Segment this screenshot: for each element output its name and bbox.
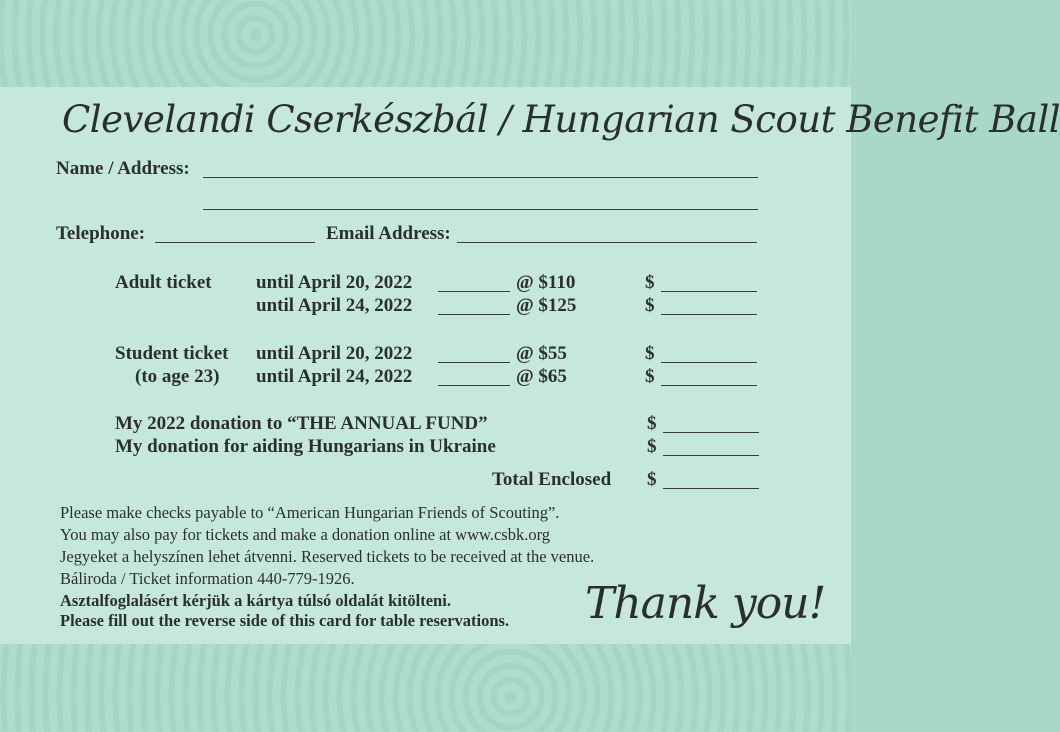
name-address-field[interactable]: [203, 177, 758, 178]
total-amount-field[interactable]: [663, 488, 759, 489]
note-table-reservation-en: Please fill out the reverse side of this card for table reservations.: [60, 611, 510, 630]
student-age-note: (to age 23): [135, 366, 220, 387]
adult-qty-1-field[interactable]: [438, 291, 510, 292]
dollar-sign: $: [647, 469, 657, 490]
adult-price-1: @ $110: [516, 272, 576, 293]
annual-fund-donation-label: My 2022 donation to “THE ANNUAL FUND”: [115, 413, 488, 434]
student-ticket-label: Student ticket: [115, 343, 229, 364]
annual-fund-amount-field[interactable]: [663, 432, 759, 433]
student-qty-2-field[interactable]: [438, 385, 510, 386]
name-address-label: Name / Address:: [56, 158, 190, 179]
decorative-band-top: [0, 0, 851, 87]
thank-you-text: Thank you!: [585, 578, 826, 629]
adult-amount-1-field[interactable]: [661, 291, 757, 292]
dollar-sign: $: [647, 436, 657, 457]
student-date-2: until April 24, 2022: [256, 366, 413, 387]
note-table-reservation-hu: Asztalfoglalásért kérjük a kártya túlsó oldalát kitölteni.: [60, 591, 451, 610]
dollar-sign: $: [645, 343, 655, 364]
student-amount-2-field[interactable]: [661, 385, 757, 386]
student-price-1: @ $55: [516, 343, 567, 364]
dollar-sign: $: [645, 272, 655, 293]
note-pay-online: You may also pay for tickets and make a donation online at www.csbk.org: [60, 525, 551, 544]
address-field-line2[interactable]: [203, 209, 758, 210]
ukraine-donation-label: My donation for aiding Hungarians in Ukraine: [115, 436, 496, 457]
adult-price-2: @ $125: [516, 295, 577, 316]
telephone-field[interactable]: [155, 242, 315, 243]
dollar-sign: $: [645, 295, 655, 316]
decorative-band-bottom: [0, 644, 851, 732]
adult-date-2: until April 24, 2022: [256, 295, 413, 316]
email-field[interactable]: [457, 242, 757, 243]
ukraine-amount-field[interactable]: [663, 455, 759, 456]
dollar-sign: $: [645, 366, 655, 387]
student-price-2: @ $65: [516, 366, 567, 387]
adult-qty-2-field[interactable]: [438, 314, 510, 315]
adult-ticket-label: Adult ticket: [115, 272, 212, 293]
telephone-label: Telephone:: [56, 223, 146, 244]
student-qty-1-field[interactable]: [438, 362, 510, 363]
student-amount-1-field[interactable]: [661, 362, 757, 363]
note-checks-payable: Please make checks payable to “American Hungarian Friends of Scouting”.: [60, 503, 560, 522]
dollar-sign: $: [647, 413, 657, 434]
note-tickets-at-venue: Jegyeket a helyszínen lehet átvenni. Reserved tickets to be received at the venue.: [60, 547, 595, 566]
total-enclosed-label: Total Enclosed: [492, 469, 612, 490]
card-title: Clevelandi Cserkészbál / Hungarian Scout Benefit Ball: [62, 98, 1060, 141]
email-label: Email Address:: [326, 223, 451, 244]
note-ticket-info: Báliroda / Ticket information 440-779-1926.: [60, 569, 355, 588]
adult-amount-2-field[interactable]: [661, 314, 757, 315]
student-date-1: until April 20, 2022: [256, 343, 413, 364]
adult-date-1: until April 20, 2022: [256, 272, 413, 293]
